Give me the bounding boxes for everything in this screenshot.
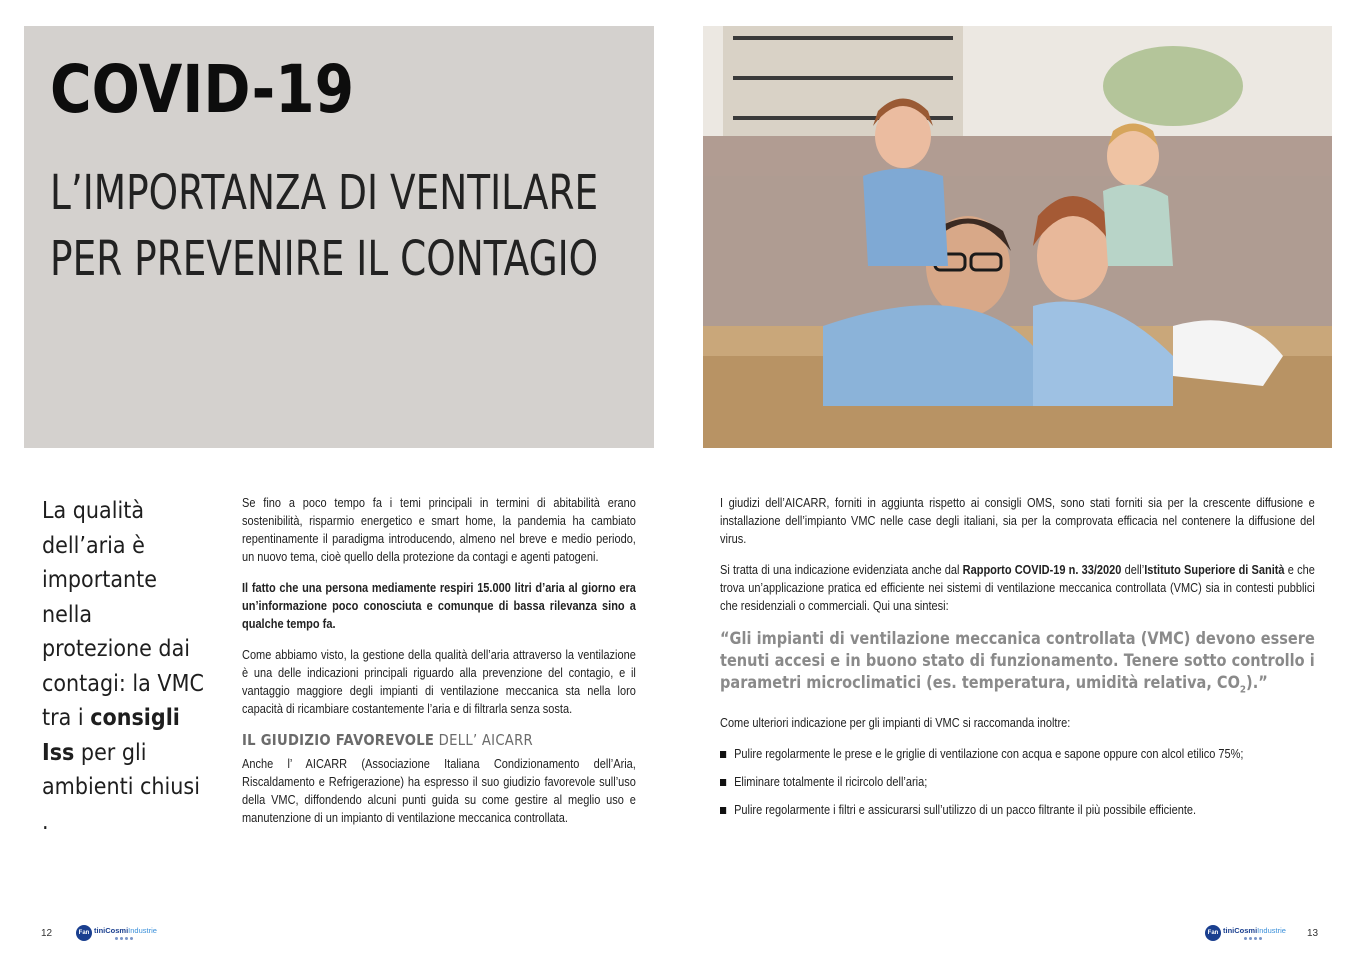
brand-logo-icon: Fan — [1205, 925, 1221, 941]
list-item: Pulire regolarmente le prese e le griglie di ventilazione con acqua e sapone oppure con alcol etilico 75%; — [720, 745, 1315, 763]
section-heading-rest: DELL’ AICARR — [438, 731, 533, 749]
brand-dots-icon — [1221, 937, 1286, 940]
list-item: Pulire regolarmente i filtri e assicurarsi sull’utilizzo di un pacco filtrante il più possibile efficiente. — [720, 801, 1315, 819]
section-heading-bold: IL GIUDIZIO FAVOREVOLE — [242, 731, 435, 749]
brand-name: tiniCosmi — [1223, 925, 1258, 935]
highlight-quote — [720, 628, 1315, 701]
pull-quote — [42, 494, 204, 839]
brand-name-light: Industrie — [128, 925, 157, 935]
brand-name: tiniCosmi — [94, 925, 129, 935]
family-photo — [703, 26, 1332, 448]
page-title: COVID-19 — [50, 51, 355, 128]
list-item: Eliminare totalmente il ricircolo dell’aria; — [720, 773, 1315, 791]
brand-name-light: Industrie — [1257, 925, 1286, 935]
left-body-column — [242, 494, 636, 840]
section-heading — [242, 731, 636, 749]
body-paragraph-3: Come abbiamo visto, la gestione della qualità dell’aria attraverso la ventilazione è una delle indicazioni principali riguardo alla prevenzione del contagio, e il vantaggio maggiore degli impianti di ventilazione meccanica sta nella loro capacità di ricambiare costantemente l’aria e di filtrarla senza sosta. — [242, 648, 636, 716]
page-subtitle — [50, 160, 598, 292]
family-illustration — [703, 26, 1332, 448]
right-paragraph-2-text-e: e che trova un’applicazione pratica ed efficiente nei sistemi di ventilazione meccanica controllata (VMC) sia in contesti pubblici che residenziali o commerciali. Qui una sintesi: — [720, 563, 1315, 613]
pull-quote-text: La qualità dell’aria è importante nella protezione dai contagi: la VMC tra i — [42, 498, 204, 731]
institute-reference: Istituto Superiore di Sanità — [1144, 563, 1285, 577]
brand-logo-left — [76, 925, 157, 941]
report-reference: Rapporto COVID-19 n. 33/2020 — [962, 563, 1122, 577]
pull-quote-end: per gli ambienti chiusi . — [42, 739, 200, 835]
body-paragraph-2-bold: Il fatto che una persona mediamente respiri 15.000 litri d’aria al giorno era un’informazione poco conosciuta e comunque di bassa rilevanza sino a qualche tempo fa. — [242, 581, 636, 631]
recommendation-list — [720, 745, 1315, 819]
brand-logo-wordmark — [1221, 927, 1286, 940]
body-paragraph-4: Anche l’ AICARR (Associazione Italiana Condizionamento dell’Aria, Riscaldamento e Refrigerazione) ha espresso il suo giudizio favorevole sull’uso della VMC, diffondendo alcuni punti guida su come gestire al meglio uso e manutenzione di un impianto di ventilazione meccanica controllata. — [242, 757, 636, 825]
right-paragraph-2-text-a: Si tratta di una indicazione evidenziata anche dal — [720, 563, 960, 577]
page-number-left: 12 — [41, 928, 53, 939]
subtitle-line-2: PER PREVENIRE IL CONTAGIO — [50, 231, 599, 287]
body-paragraph-1: Se fino a poco tempo fa i temi principali in termini di abitabilità erano sostenibilità, risparmio energetico e smart home, la pandemia ha cambiato repentinamente il paradigma introducendo, almeno nel breve e medio periodo, un nuovo tema, cioè quello della protezione da contagi e agenti patogeni. — [242, 496, 636, 564]
brand-dots-icon — [92, 937, 157, 940]
brand-logo-icon: Fan — [76, 925, 92, 941]
highlight-quote-end: ).” — [1246, 673, 1268, 692]
brand-logo-right — [1205, 925, 1286, 941]
right-paragraph-2 — [720, 561, 1315, 615]
highlight-quote-subscript: 2 — [1239, 684, 1247, 696]
subtitle-line-1: L’IMPORTANZA DI VENTILARE — [50, 165, 599, 221]
right-paragraph-2-text-c: dell’ — [1124, 563, 1145, 577]
right-body-column — [720, 494, 1315, 829]
right-paragraph-3: Come ulteriori indicazione per gli impianti di VMC si raccomanda inoltre: — [720, 716, 1071, 731]
pull-quote-highlight: consigli Iss — [42, 705, 180, 766]
highlight-quote-text: “Gli impianti di ventilazione meccanica controllata (VMC) devono essere tenuti accesi e in buono stato di funzionamento. Tenere sotto controllo i parametri microclimatici (es. temperatura, umidità relativa, CO — [720, 629, 1315, 692]
right-paragraph-1: I giudizi dell’AICARR, forniti in aggiunta rispetto ai consigli OMS, sono stati forniti sia per la crescente diffusione e installazione dell’impianto VMC nelle case degli italiani, sia per la comprovata efficacia nel contenere la diffusione del virus. — [720, 496, 1315, 546]
body-paragraph-2 — [242, 579, 636, 633]
brand-logo-wordmark — [92, 927, 157, 940]
page-number-right: 13 — [1307, 928, 1319, 939]
